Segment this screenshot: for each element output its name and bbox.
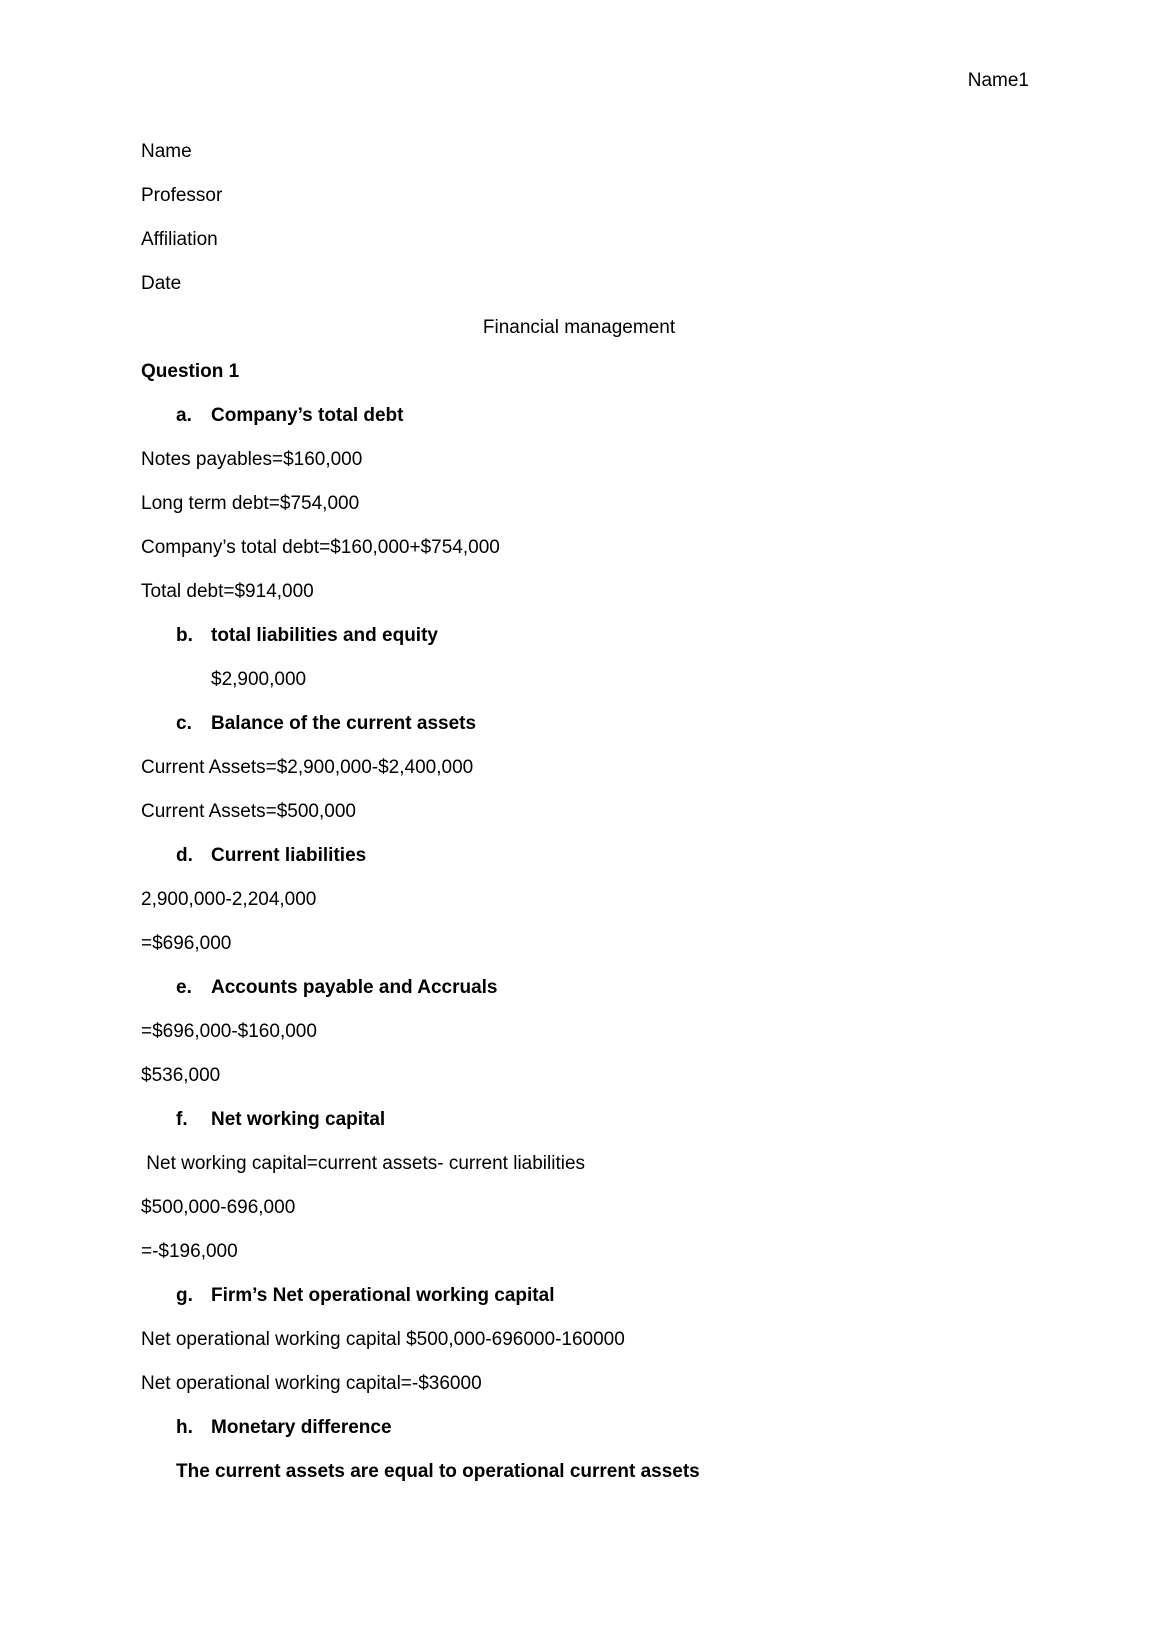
heading-text: total liabilities and equity: [211, 625, 438, 646]
heading-text: Company’s total debt: [211, 405, 404, 426]
heading-text: Monetary difference: [211, 1417, 392, 1438]
list-letter: g.: [176, 1285, 193, 1306]
body-line: Long term debt=$754,000: [141, 493, 360, 514]
part-h-heading: [176, 1417, 392, 1439]
professor: Professor: [141, 185, 223, 206]
part-b-heading: [176, 625, 438, 647]
body-line: $500,000-696,000: [141, 1197, 296, 1218]
part-c-heading: [176, 713, 476, 735]
body-line: =$696,000: [141, 933, 232, 954]
part-a-heading: [176, 405, 403, 427]
list-letter: h.: [176, 1417, 193, 1438]
document-title: Financial management: [482, 317, 676, 338]
part-d-heading: [176, 845, 366, 867]
question-heading: Question 1: [141, 361, 240, 382]
list-letter: f.: [176, 1109, 188, 1130]
body-line: Net operational working capital=-$36000: [141, 1373, 482, 1394]
body-line: Net operational working capital $500,000-696000-160000: [141, 1329, 625, 1350]
body-line: Company’s total debt=$160,000+$754,000: [141, 537, 500, 558]
body-line: =-$196,000: [141, 1241, 238, 1262]
body-line: 2,900,000-2,204,000: [141, 889, 317, 910]
body-line: $2,900,000: [211, 669, 307, 690]
body-line: Notes payables=$160,000: [141, 449, 363, 470]
part-g-heading: [176, 1285, 554, 1307]
body-line: Net working capital=current assets- current liabilities: [141, 1153, 586, 1174]
date: Date: [141, 273, 182, 294]
part-f-heading: [176, 1109, 385, 1131]
body-line: Current Assets=$2,900,000-$2,400,000: [141, 757, 474, 778]
body-line: Current Assets=$500,000: [141, 801, 356, 822]
page-header: Name1: [967, 70, 1029, 91]
heading-text: Balance of the current assets: [211, 713, 477, 734]
conclusion: The current assets are equal to operational current assets: [176, 1461, 700, 1482]
student-name: Name: [141, 141, 192, 162]
body-line: Total debt=$914,000: [141, 581, 314, 602]
heading-text: Accounts payable and Accruals: [211, 977, 498, 998]
list-letter: e.: [176, 977, 192, 998]
body-line: =$696,000-$160,000: [141, 1021, 317, 1042]
heading-text: Current liabilities: [211, 845, 367, 866]
list-letter: c.: [176, 713, 192, 734]
heading-text: Net working capital: [211, 1109, 386, 1130]
body-line: $536,000: [141, 1065, 221, 1086]
affiliation: Affiliation: [141, 229, 218, 250]
part-e-heading: [176, 977, 498, 999]
list-letter: a.: [176, 405, 192, 426]
heading-text: Firm’s Net operational working capital: [211, 1285, 555, 1306]
list-letter: d.: [176, 845, 193, 866]
list-letter: b.: [176, 625, 193, 646]
